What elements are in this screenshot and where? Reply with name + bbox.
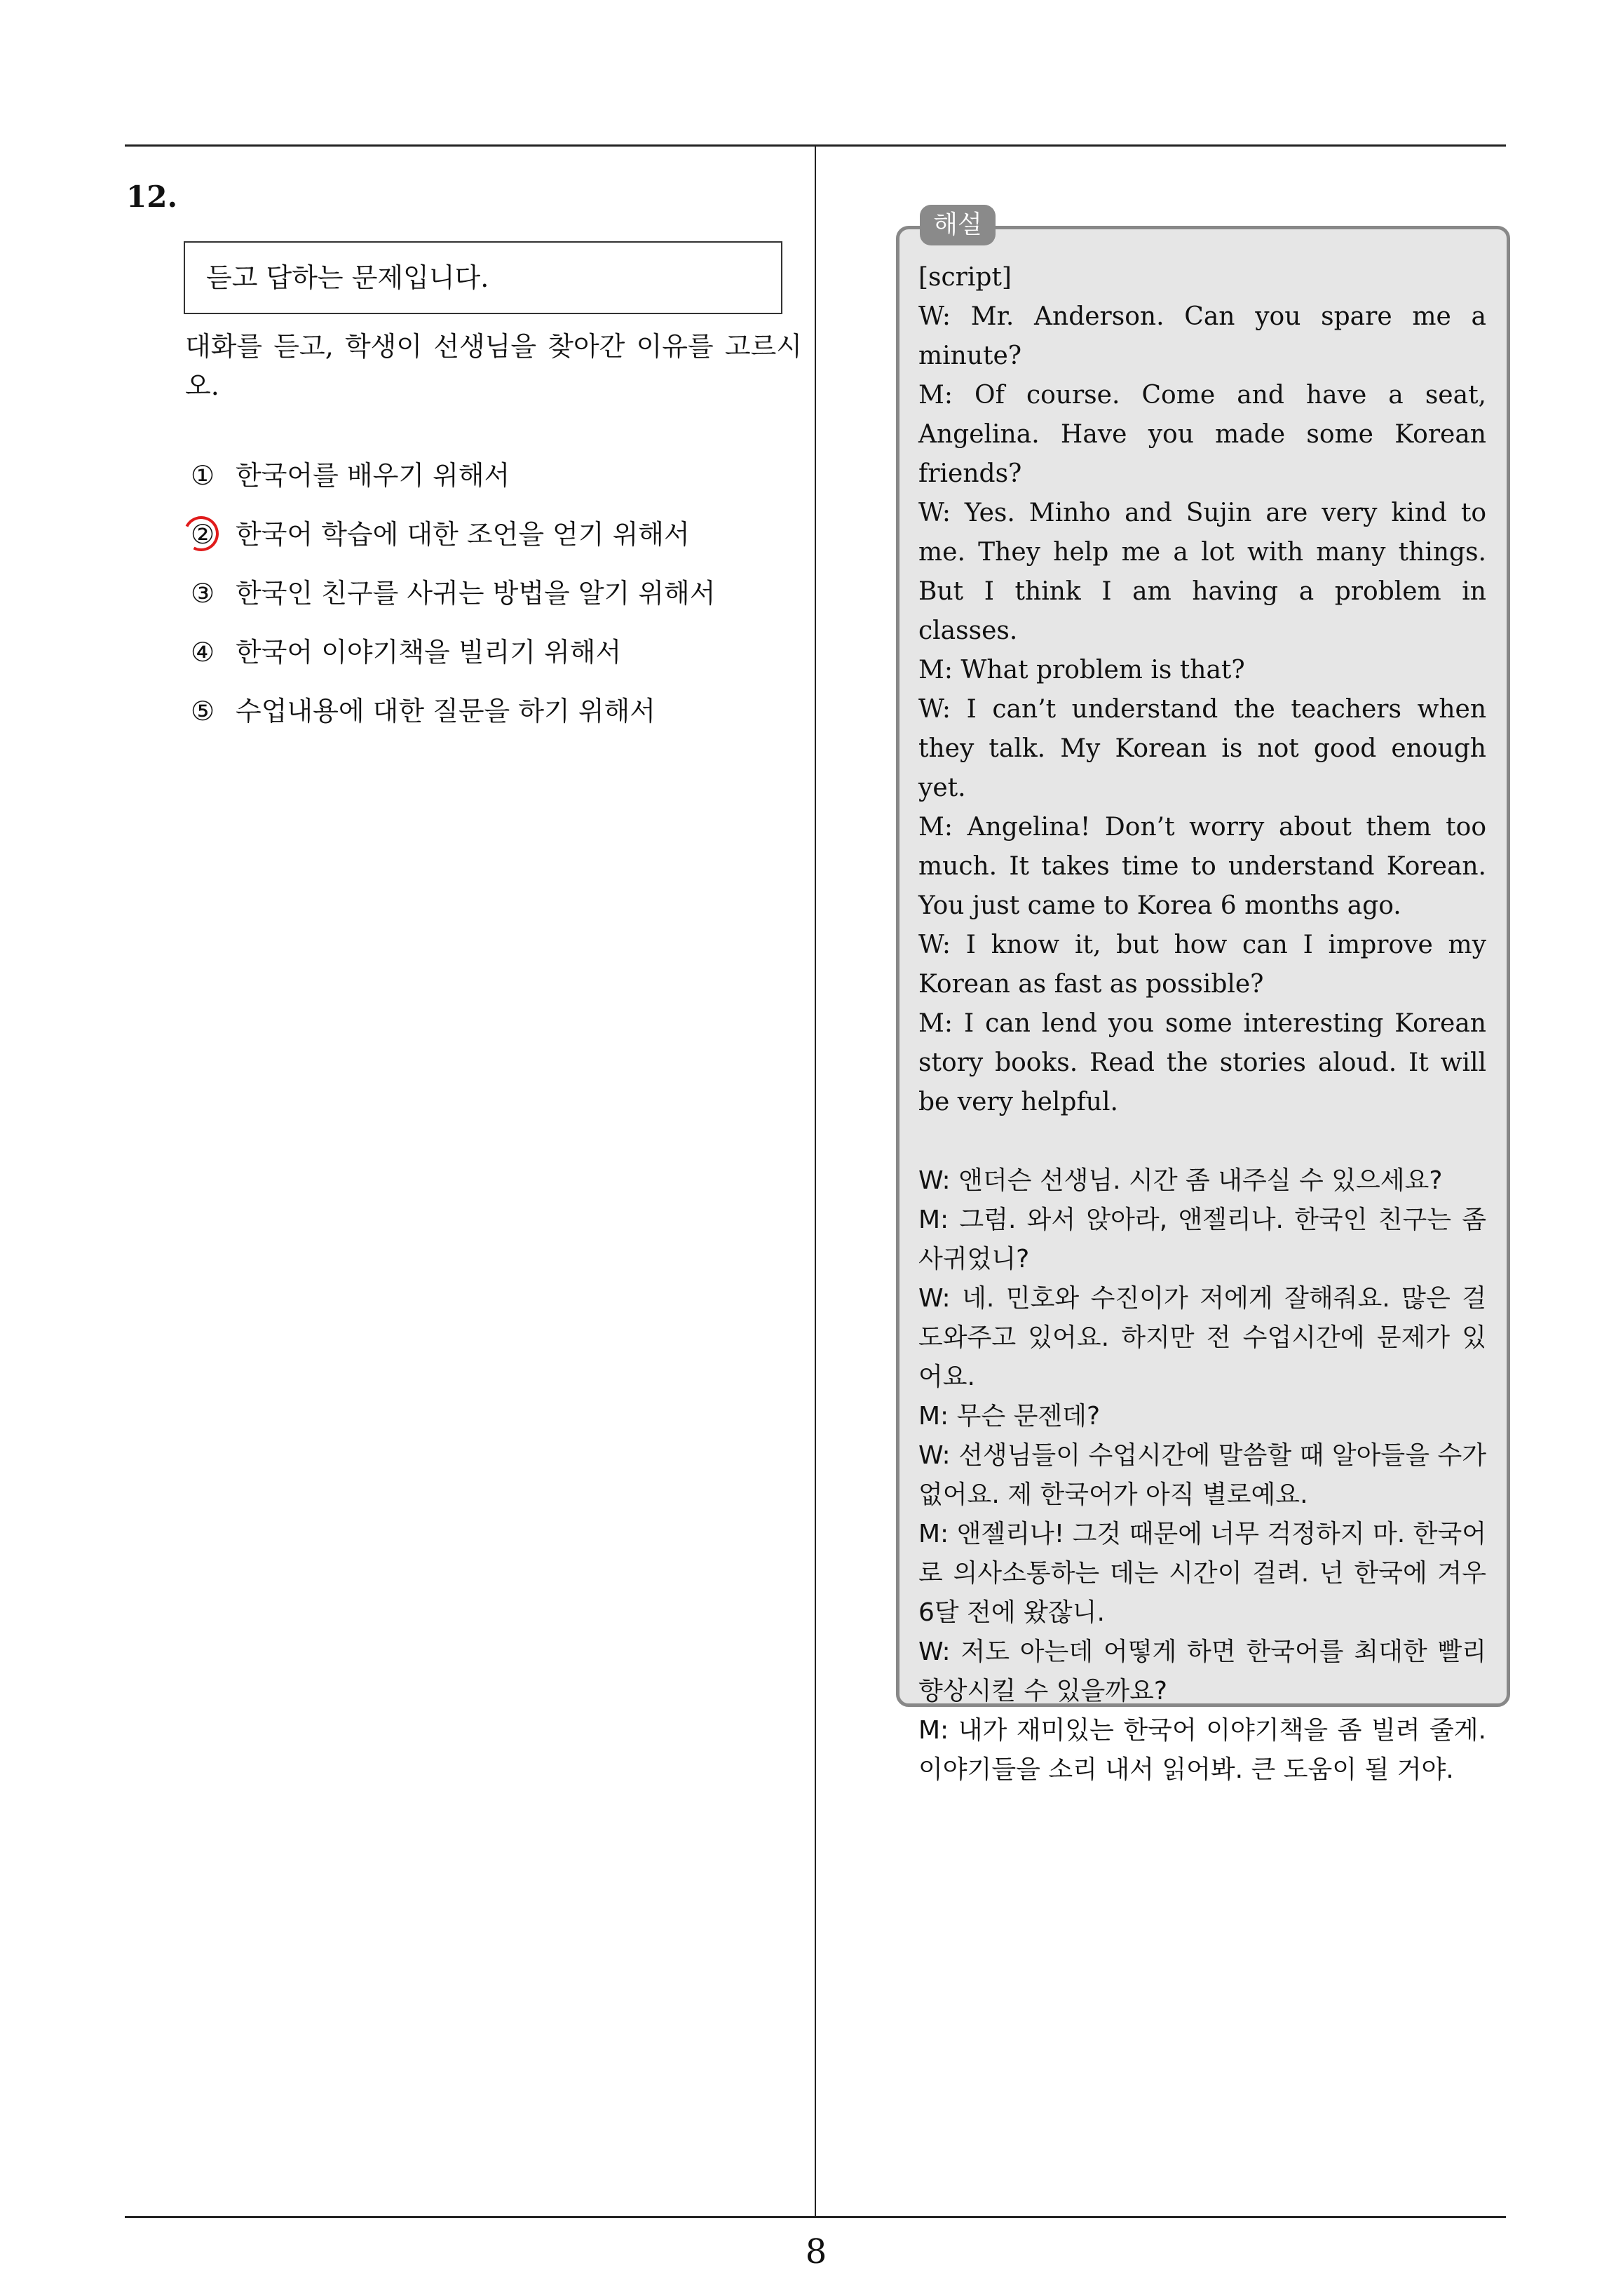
option-3[interactable] bbox=[191, 574, 715, 633]
column-divider bbox=[815, 144, 816, 2216]
script-line-ko: W: 네. 민호와 수진이가 저에게 잘해줘요. 많은 걸 도와주고 있어요. 하지만 전 수업시간에 문제가 있어요. bbox=[918, 1284, 1486, 1391]
script-line-en: W: I know it, but how can I improve my Korean as fast as possible? bbox=[918, 931, 1486, 999]
script-line-en: W: I can’t understand the teachers when they talk. My Korean is not good enough yet. bbox=[918, 695, 1486, 802]
option-5[interactable] bbox=[191, 691, 715, 750]
script-line-ko: M: 그럼. 와서 앉아라, 앤젤리나. 한국인 친구는 좀 사귀었니? bbox=[918, 1206, 1486, 1274]
question-number: 12. bbox=[126, 180, 178, 214]
script-line-ko: W: 앤더슨 선생님. 시간 좀 내주실 수 있으세요? bbox=[918, 1166, 1443, 1195]
explanation-content bbox=[918, 258, 1486, 1790]
script-line-ko: M: 앤젤리나! 그것 때문에 너무 걱정하지 마. 한국어로 의사소통하는 데는 시간이 걸려. 넌 한국에 겨우 6달 전에 왔잖니. bbox=[918, 1520, 1486, 1627]
script-line-en: M: Angelina! Don’t worry about them too much. It takes time to understand Korean. You just came to Korea 6 months ago. bbox=[918, 813, 1486, 920]
script-line-ko: M: 내가 재미있는 한국어 이야기책을 좀 빌려 줄게. 이야기들을 소리 내서 읽어봐. 큰 도움이 될 거야. bbox=[918, 1716, 1486, 1784]
instruction-text: 듣고 답하는 문제입니다. bbox=[206, 262, 489, 293]
option-text: 한국인 친구를 사귀는 방법을 알기 위해서 bbox=[236, 578, 716, 609]
explanation-tab: 해설 bbox=[920, 205, 996, 245]
option-mark: ⑤ bbox=[191, 696, 215, 727]
option-mark: ③ bbox=[191, 578, 215, 609]
option-mark: ④ bbox=[191, 637, 215, 668]
page-number: 8 bbox=[805, 2232, 827, 2271]
script-line-en: M: I can lend you some interesting Korean story books. Read the stories aloud. It will be very helpful. bbox=[918, 1009, 1486, 1116]
option-1[interactable] bbox=[191, 456, 715, 515]
script-line-ko: W: 저도 아는데 어떻게 하면 한국어를 최대한 빨리 향상시킬 수 있을까요? bbox=[918, 1637, 1486, 1706]
answer-circle-mark bbox=[179, 511, 223, 555]
option-text: 수업내용에 대한 질문을 하기 위해서 bbox=[236, 696, 656, 727]
option-text: 한국어 학습에 대한 조언을 얻기 위해서 bbox=[236, 519, 690, 550]
paragraph-spacer bbox=[918, 1122, 1486, 1161]
script-label: [script] bbox=[918, 263, 1012, 292]
option-mark: ① bbox=[191, 460, 215, 491]
script-line-en: W: Mr. Anderson. Can you spare me a minute? bbox=[918, 302, 1486, 370]
script-line-en: M: Of course. Come and have a seat, Angelina. Have you made some Korean friends? bbox=[918, 381, 1486, 488]
option-text: 한국어를 배우기 위해서 bbox=[236, 460, 510, 491]
option-text: 한국어 이야기책을 빌리기 위해서 bbox=[236, 637, 622, 668]
script-line-ko: M: 무슨 문젠데? bbox=[918, 1402, 1101, 1431]
script-line-ko: W: 선생님들이 수업시간에 말씀할 때 알아들을 수가 없어요. 제 한국어가 아직 별로예요. bbox=[918, 1441, 1486, 1509]
option-4[interactable] bbox=[191, 633, 715, 691]
bottom-rule bbox=[125, 2216, 1506, 2218]
instruction-box bbox=[184, 241, 782, 314]
script-line-en: M: What problem is that? bbox=[918, 656, 1245, 684]
script-line-en: W: Yes. Minho and Sujin are very kind to me. They help me a lot with many things. But I think I am having a problem in classes. bbox=[918, 499, 1486, 645]
question-text: 대화를 듣고, 학생이 선생님을 찾아간 이유를 고르시오. bbox=[185, 331, 802, 401]
answer-options bbox=[191, 456, 715, 750]
option-2[interactable] bbox=[191, 515, 715, 574]
option-mark: ② bbox=[191, 515, 236, 554]
